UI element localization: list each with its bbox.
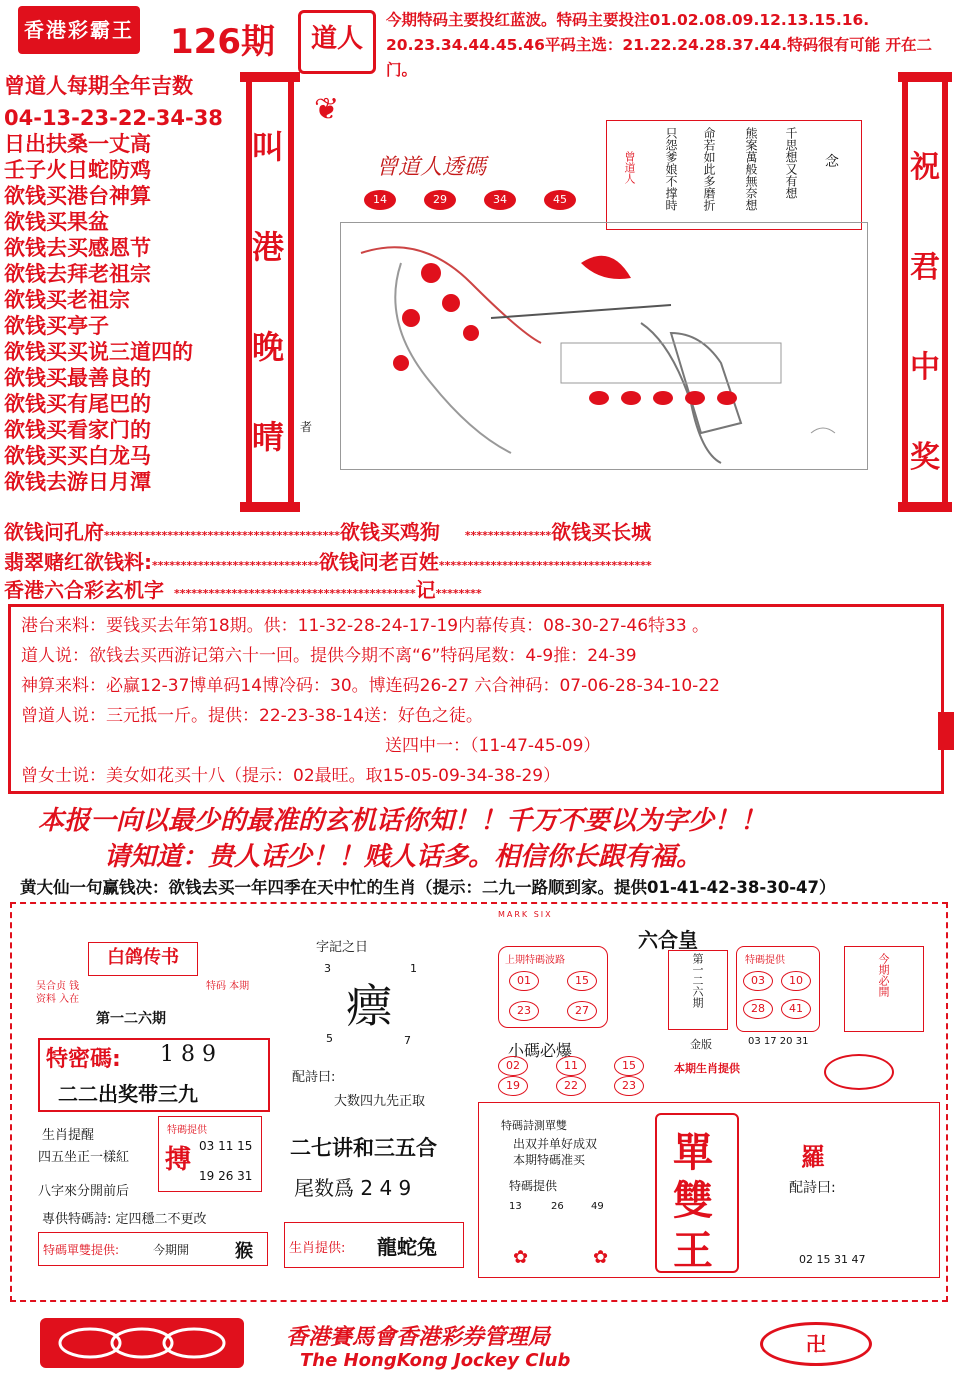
dan-shuang-panel [478, 1102, 940, 1278]
number-ball: 49 [591, 1201, 604, 1212]
number-ball: 02 [498, 1056, 528, 1076]
riddle-mid: 欲钱买鸡狗 [339, 520, 440, 544]
sheng-xiao-label: 生肖提醒 [42, 1128, 95, 1143]
left-line: 欲钱买买说三道四的 [4, 340, 193, 364]
number-ball: 28 [743, 999, 773, 1019]
scroll-char: 中 [910, 350, 940, 385]
decoration-dot [589, 391, 609, 405]
ornament-svg [40, 1318, 244, 1368]
te-ma-nums: 19 26 31 [199, 1169, 253, 1183]
left-line: 欲钱买亭子 [4, 314, 109, 338]
pei-shi-label: 配詩曰: [292, 1070, 336, 1085]
info-box [8, 604, 944, 794]
pei-shi-label-right: 配詩曰: [789, 1180, 836, 1196]
zi-ji-label: 字記之日 [316, 940, 369, 955]
number-ball: 34 [484, 190, 516, 210]
scroll-char: 祝 [910, 150, 940, 185]
wang-char: 單 [673, 1130, 713, 1176]
riddle-stars: ******** [435, 587, 482, 600]
huang-line: 黄大仙一句赢钱决：欲钱去买一年四季在天中忙的生肖（提示：二九一路顺到家。提供01-41-42-38-30-47） [20, 878, 836, 897]
illustration-svg [341, 223, 867, 469]
scroll-rod-top [240, 72, 300, 82]
te-mi-box [38, 1038, 270, 1112]
number-ball: 14 [364, 190, 396, 210]
small-note: 特码 本期 [206, 981, 250, 992]
fish-icon: ✿ [593, 1247, 609, 1268]
number-ball: 22 [556, 1076, 586, 1096]
left-line: 日出扶桑一丈高 [4, 132, 151, 156]
num-bottom: 7 [404, 1034, 411, 1047]
liu-he-title: 六合皇 [638, 928, 698, 952]
logo-box [18, 6, 140, 54]
jockey-club-en: The HongKong Jockey Club [300, 1350, 571, 1371]
seal-mark: 卍 [806, 1332, 826, 1356]
lower-left [28, 918, 468, 1290]
wei-shu-text: 尾数爲 2 4 9 [294, 1176, 412, 1200]
sheng-xiao-line: 四五坐正一樣紅 [38, 1150, 130, 1165]
left-lines [4, 106, 223, 494]
number-ball: 13 [509, 1201, 522, 1212]
riddle-line [4, 546, 652, 575]
pei-shi-text: 大数四九先正取 [334, 1094, 426, 1109]
wang-char: 雙 [673, 1178, 713, 1224]
left-line: 欲钱买看家门的 [4, 418, 151, 442]
dan-shuang-wang [655, 1113, 739, 1273]
sheng-xiao-box [284, 1222, 464, 1268]
info-line: 神算来料：必赢12-37博单码14博冷码：30。博连码26-27 六合神码：07-06-28-34-10-22 [21, 676, 720, 696]
scroll-char: 奖 [910, 440, 940, 475]
poem-line: 只怨爹娘不撑時 [664, 127, 678, 211]
big-character: 瘭 [346, 979, 392, 1033]
slogan-line: 本报一向以最少的最准的玄机话你知！！千万不要以为字少！！ [38, 806, 767, 836]
dan-shuang-box [38, 1232, 268, 1266]
info-line: 道人说：欲钱去买西游记第六十一回。提供今期不离“6”特码尾数：4-9推：24-39 [21, 646, 637, 666]
info-line: 曾道人说：三元抵一斤。提供：22-23-38-14送：好色之徒。 [21, 706, 483, 726]
riddle-left: 香港六合彩玄机字 [4, 578, 164, 602]
number-ball: 19 [498, 1076, 528, 1096]
author-mark: 者 [300, 420, 313, 434]
scroll-char: 君 [910, 250, 940, 285]
bottom-nums: 03 17 20 31 [748, 1036, 809, 1047]
footer-left-ornament [40, 1318, 244, 1368]
decoration-dot [621, 391, 641, 405]
poem-author: 曾道人 [623, 151, 636, 184]
scroll-char: 叫 [252, 128, 285, 166]
left-title: 曾道人每期全年吉数 [4, 74, 193, 98]
dan-shuang-label: 特碼單雙提供: [43, 1243, 120, 1257]
right-scroll [898, 72, 952, 512]
wang-char: 王 [673, 1228, 713, 1274]
riddle-right: 欲钱买长城 [551, 520, 652, 544]
xiao-ma-label: 小碼必爆 [508, 1041, 573, 1060]
number-ball: 03 [743, 971, 773, 991]
riddle-line [4, 516, 651, 545]
scroll-rod-bottom [240, 502, 300, 512]
mark-six-strip: MARK SIX [498, 910, 553, 919]
zhuan-gong-text: 專供特碼詩: 定四穩二不更改 [42, 1212, 207, 1227]
te-ma-box [158, 1116, 262, 1192]
number-ball: 41 [781, 999, 811, 1019]
number-ball: 01 [509, 971, 539, 991]
seal-oval [824, 1054, 894, 1090]
riddle-stars: *************** [464, 529, 552, 542]
scroll-char: 港 [252, 228, 285, 266]
te-ma-ti-gong-box [736, 946, 820, 1032]
info-line: 送四中一：（11-47-45-09） [385, 736, 601, 756]
left-line: 欲钱买有尾巴的 [4, 392, 151, 416]
issue-label: 第一二六期 [96, 1011, 166, 1027]
decoration-dot [717, 391, 737, 405]
issue-number: 126期 [170, 22, 275, 62]
num-top: 3 [324, 962, 331, 975]
riddle-left: 欲钱问孔府 [4, 520, 104, 544]
te-mi-value: 1 8 9 [160, 1042, 216, 1067]
scroll-rod-bottom [898, 502, 952, 512]
lower-right [478, 910, 942, 1294]
poem-line: 熊案萬般無奈想 [744, 127, 758, 211]
te-ma-nums: 03 11 15 [199, 1139, 253, 1153]
fisherman-illustration [340, 222, 868, 470]
sheng-xiao-value: 龍蛇兔 [377, 1235, 437, 1259]
info-line: 港台来料：要钱买去年第18期。供：11-32-28-24-17-19内幕传真：08-30-27-46特33 。 [21, 616, 710, 636]
shi-ji-line: 出双并单好成双 [513, 1137, 598, 1151]
jockey-club-cn: 香港賽馬會香港彩券管理局 [286, 1324, 551, 1350]
number-ball: 15 [614, 1056, 644, 1076]
left-line: 欲钱买买白龙马 [4, 444, 151, 468]
number-ball: 23 [614, 1076, 644, 1096]
poem-line: 千思想又有想 [784, 127, 798, 199]
er-er-text: 二二出奖带三九 [58, 1082, 198, 1106]
riddle-stars: ****************************************** [174, 587, 416, 600]
small-note: 吴合贞 钱 资料 入在 [36, 981, 80, 1005]
issue-vertical-box [668, 950, 728, 1030]
left-line: 欲钱去游日月潭 [4, 470, 151, 494]
scroll-char: 晴 [252, 418, 285, 456]
decoration-dot [653, 391, 673, 405]
shang-qi-box [498, 946, 608, 1028]
ji-ma-char: 羅 [801, 1143, 825, 1171]
bottom-balls: 02 15 31 47 [799, 1253, 866, 1266]
riddle-stars: ***************************** [152, 559, 319, 572]
riddle-mid: 记 [415, 578, 436, 602]
te-ma-label: 特碼提供 [167, 1125, 207, 1136]
left-line: 欲钱买最善良的 [4, 366, 151, 390]
stamp-seal [298, 10, 376, 74]
shi-ji-label: 特碼詩測單雙 [501, 1119, 567, 1132]
white-dove-box [88, 942, 198, 976]
footer-right-seal [760, 1322, 872, 1366]
number-ball: 29 [424, 190, 456, 210]
poem-side-char: 念 [825, 154, 839, 170]
scroll-rod-top [898, 72, 952, 82]
poem-line: 命若如此多磨折 [702, 127, 716, 211]
shi-ji-line: 本期特碼准买 [513, 1153, 586, 1167]
te-mi-label: 特密碼: [46, 1047, 121, 1072]
poem-box [606, 120, 862, 230]
today-label: 今期必開 [877, 953, 890, 997]
riddle-mid: 欲钱问老百姓 [318, 550, 439, 574]
edge-mark [938, 712, 954, 750]
number-ball: 15 [567, 971, 597, 991]
riddle-stars: ***************************************** [104, 529, 340, 542]
te-ma-ti-gong-label: 特碼提供 [745, 955, 785, 966]
riddle-stars: ************************************* [438, 559, 652, 572]
left-line: 欲钱买老祖宗 [4, 288, 130, 312]
number-ball: 11 [556, 1056, 586, 1076]
left-line: 04-13-23-22-34-38 [4, 106, 223, 130]
number-ball: 23 [509, 1001, 539, 1021]
left-line: 欲钱去拜老祖宗 [4, 262, 151, 286]
left-line: 欲钱去买感恩节 [4, 236, 151, 260]
number-ball: 27 [567, 1001, 597, 1021]
riddle-line [4, 574, 482, 603]
center-panel [300, 86, 902, 506]
number-ball: 10 [781, 971, 811, 991]
left-line: 欲钱买港台神算 [4, 184, 151, 208]
side-note-box [844, 946, 924, 1032]
number-ball: 26 [551, 1201, 564, 1212]
white-dove-title: 白鸽传书 [107, 947, 179, 968]
num-top: 1 [410, 962, 417, 975]
sheng-xiao-line: 八字來分開前后 [38, 1184, 130, 1199]
shang-qi-label: 上期特碼波路 [505, 955, 565, 966]
er-qi-text: 二七讲和三五合 [290, 1136, 437, 1160]
te-ma-ti-gong-2: 特碼提供 [509, 1179, 558, 1193]
fish-icon: ✿ [513, 1247, 529, 1268]
left-scroll [240, 72, 300, 512]
bo-character: 搏 [165, 1145, 192, 1175]
dan-shuang-text: 今期開 [153, 1243, 190, 1257]
num-bottom: 5 [326, 1032, 333, 1045]
center-title: 曾道人透碼 [376, 155, 487, 180]
riddle-left: 翡翠赌红欲钱料: [4, 550, 152, 574]
stamp-text: 道人 [310, 24, 363, 54]
left-line: 欲钱买果盆 [4, 210, 109, 234]
left-line: 壬子火日蛇防鸡 [4, 158, 151, 182]
dragon-swirl-icon: ❦ [314, 92, 340, 127]
dan-shuang-value: 猴 [235, 1241, 253, 1262]
number-ball: 45 [544, 190, 576, 210]
sheng-xiao-ti-gong: 生肖提供: [289, 1241, 346, 1256]
scroll-char: 晚 [252, 328, 285, 366]
decoration-dot [685, 391, 705, 405]
issue-vertical: 第一二六期 [691, 953, 704, 1008]
logo-text: 香港彩霸王 [24, 18, 134, 42]
info-line: 曾女士说：美女如花买十八（提示：02最旺。取15-05-09-34-38-29） [21, 766, 561, 786]
top-note: 今期特码主要投红蓝波。特码主要投注01.02.08.09.12.13.15.16. 20.23.34.44.45.46平码主选：21.22.24.28.37.44.特码很有可能 开在二门。 [386, 11, 933, 79]
edition-label: 金版 [690, 1038, 712, 1051]
ben-qi-label: 本期生肖提供 [674, 1062, 740, 1075]
slogan-line: 请知道：贵人话少！！贱人话多。相信你长跟有福。 [104, 842, 703, 872]
